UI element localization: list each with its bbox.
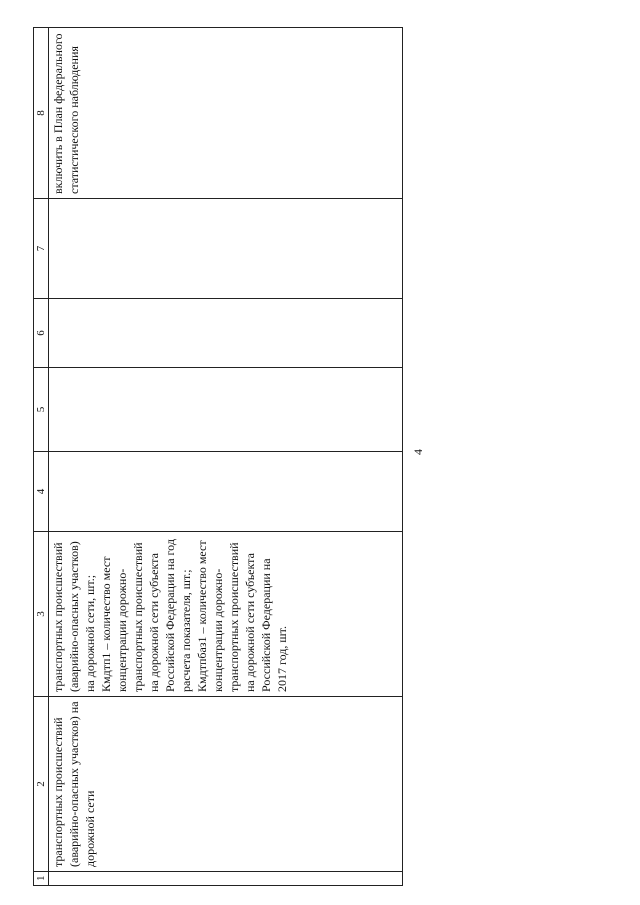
row-cell-1 [49,872,403,886]
row-cell-note: включить в План федерального статистического наблюдения [49,28,403,199]
row-cell-7 [49,199,403,299]
header-cell-3: 3 [34,532,49,697]
header-cell-7: 7 [34,199,49,299]
row-cell-5 [49,368,403,452]
header-cell-6: 6 [34,299,49,368]
row-cell-indicator-name: транспортных происшествий (аварийно-опасных участков) на дорожной сети [49,697,403,872]
header-cell-4: 4 [34,452,49,532]
header-cell-2: 2 [34,697,49,872]
row-cell-formula-description: транспортных происшествий (аварийно-опасных участков) на дорожной сети, шт.; Кмдтп1 – количество мест концентрации дорожно-транспортных происшествий на дорожной сети субъекта Российской Федерации на год расчета показателя, шт.; Кмдтпбаз1 – количество мест концентрации дорожно-транспортных происшествий на дорожной сети субъекта Российской Федерации на 2017 год, шт. [49,532,403,697]
header-cell-8: 8 [34,28,49,199]
table-row [49,28,403,886]
header-cell-5: 5 [34,368,49,452]
table-header-row [34,28,49,886]
row-cell-4 [49,452,403,532]
header-cell-1: 1 [34,872,49,886]
page-number: 4 [411,449,425,455]
indicator-table [33,27,403,886]
row-cell-6 [49,299,403,368]
rotated-table-wrapper [33,28,403,886]
